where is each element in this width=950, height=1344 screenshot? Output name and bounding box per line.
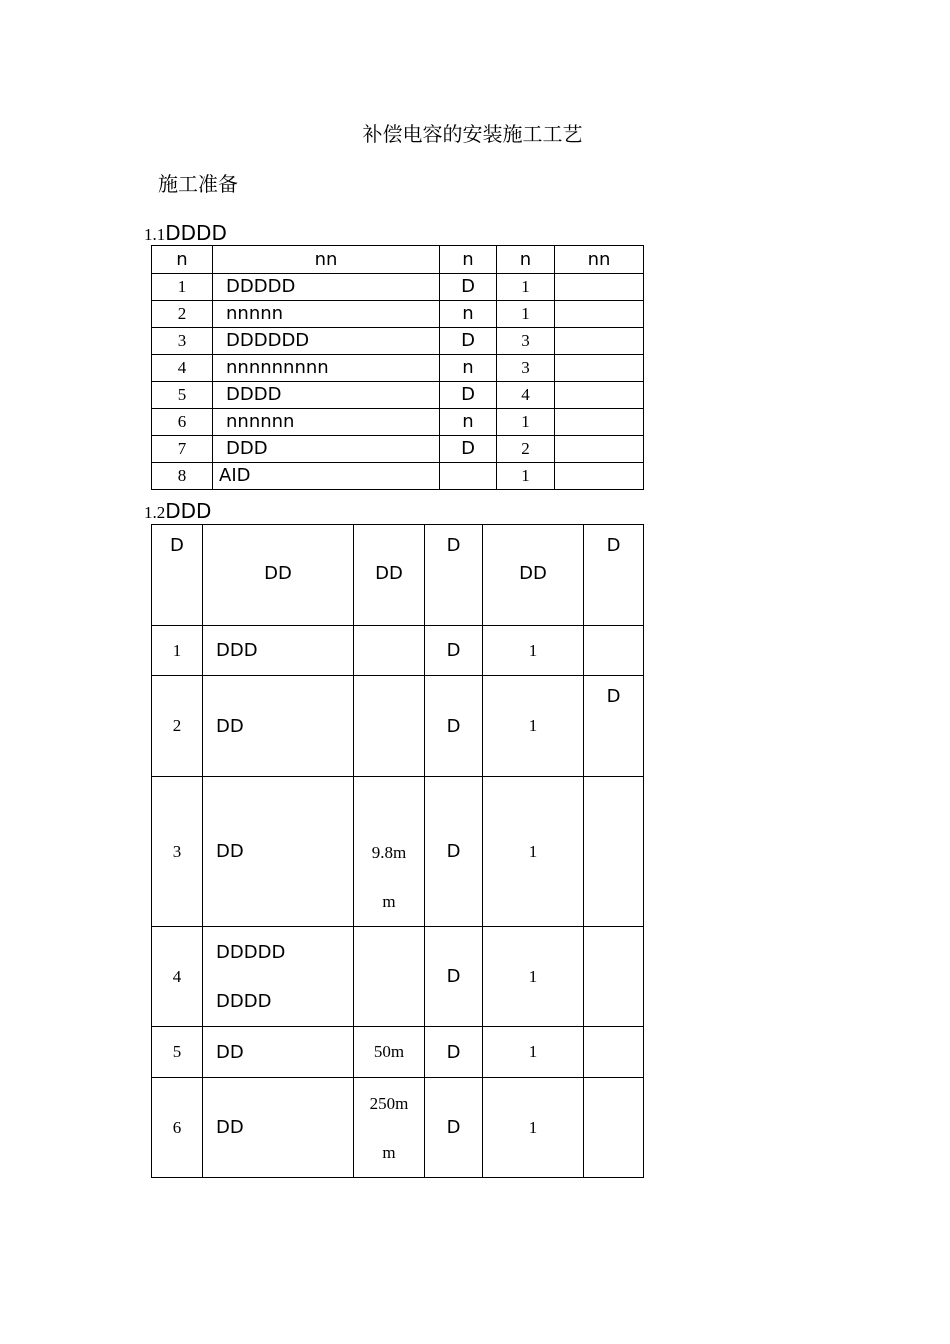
item-note xyxy=(555,274,644,301)
item-note xyxy=(584,1027,644,1078)
item-qty: 3 xyxy=(497,355,555,382)
item-qty: 1 xyxy=(497,409,555,436)
table-row xyxy=(152,436,644,463)
table-row xyxy=(152,927,644,1027)
item-name: DD xyxy=(203,777,354,927)
table-row xyxy=(152,676,644,777)
item-qty: 1 xyxy=(483,777,584,927)
item-note xyxy=(555,436,644,463)
item-spec xyxy=(354,676,425,777)
header-cell: nn xyxy=(213,246,440,274)
item-unit: D xyxy=(425,777,483,927)
table-header-row xyxy=(152,246,644,274)
table-row xyxy=(152,1078,644,1178)
section-heading: 施工准备 xyxy=(158,172,238,196)
item-unit: D xyxy=(440,328,497,355)
item-note: D xyxy=(584,676,644,777)
item-spec-line-1: 9.8m xyxy=(371,843,407,862)
header-cell: D xyxy=(152,525,203,626)
item-note xyxy=(555,301,644,328)
item-name: DD xyxy=(203,1027,354,1078)
item-unit: D xyxy=(440,274,497,301)
item-spec-line-1: 250m xyxy=(369,1093,409,1113)
materials-table xyxy=(151,524,644,1178)
item-unit: n xyxy=(440,301,497,328)
row-number: 3 xyxy=(152,777,203,927)
item-unit: D xyxy=(425,927,483,1027)
item-name: nnnnnnnnn xyxy=(213,355,440,382)
item-qty: 1 xyxy=(483,626,584,676)
header-cell: D xyxy=(584,525,644,626)
item-qty: 1 xyxy=(483,927,584,1027)
item-spec: 50m xyxy=(354,1027,425,1078)
subsection-title: DDD xyxy=(165,499,212,523)
row-number: 6 xyxy=(152,1078,203,1178)
item-spec xyxy=(354,1078,425,1178)
table-row xyxy=(152,463,644,490)
tools-table xyxy=(151,245,644,490)
item-name: DD xyxy=(203,676,354,777)
item-spec xyxy=(354,927,425,1027)
item-name: DDDDDD xyxy=(213,328,440,355)
item-name: DD xyxy=(203,1078,354,1178)
item-spec-line-2: m xyxy=(382,1142,396,1162)
header-cell: n xyxy=(152,246,213,274)
item-qty: 1 xyxy=(497,463,555,490)
subsection-title: DDDD xyxy=(165,221,227,245)
row-number: 6 xyxy=(152,409,213,436)
header-cell: n xyxy=(497,246,555,274)
item-qty: 3 xyxy=(497,328,555,355)
item-qty: 2 xyxy=(497,436,555,463)
row-number: 2 xyxy=(152,676,203,777)
header-cell: DD xyxy=(354,525,425,626)
item-name: DDD xyxy=(203,626,354,676)
item-unit: D xyxy=(425,626,483,676)
item-unit: n xyxy=(440,355,497,382)
item-qty: 1 xyxy=(483,676,584,777)
item-qty: 1 xyxy=(483,1027,584,1078)
header-cell: DD xyxy=(483,525,584,626)
row-number: 7 xyxy=(152,436,213,463)
header-cell: D xyxy=(425,525,483,626)
item-unit: D xyxy=(425,1078,483,1178)
table-row xyxy=(152,382,644,409)
item-note xyxy=(555,463,644,490)
subsection-heading-1-2 xyxy=(144,499,211,525)
row-number: 4 xyxy=(152,355,213,382)
item-name-line-2: DDDD xyxy=(216,990,272,1012)
header-cell: nn xyxy=(555,246,644,274)
table-row xyxy=(152,274,644,301)
item-unit: n xyxy=(440,409,497,436)
subsection-heading-1-1 xyxy=(144,221,227,247)
item-name: nnnnn xyxy=(213,301,440,328)
item-name: nnnnnn xyxy=(213,409,440,436)
header-cell: n xyxy=(440,246,497,274)
item-note xyxy=(555,409,644,436)
item-note xyxy=(555,382,644,409)
item-note xyxy=(584,927,644,1027)
item-spec xyxy=(354,777,425,927)
item-name: DDDDD xyxy=(213,274,440,301)
item-name: DDDD xyxy=(213,382,440,409)
item-spec xyxy=(354,626,425,676)
item-unit: D xyxy=(440,436,497,463)
item-note xyxy=(555,328,644,355)
table-row xyxy=(152,409,644,436)
table-row xyxy=(152,328,644,355)
page-title: 补偿电容的安装施工工艺 xyxy=(362,122,583,146)
table-row xyxy=(152,301,644,328)
row-number: 8 xyxy=(152,463,213,490)
table-row xyxy=(152,1027,644,1078)
row-number: 5 xyxy=(152,1027,203,1078)
item-name xyxy=(203,927,354,1027)
item-name: DDD xyxy=(213,436,440,463)
subsection-number: 1.1 xyxy=(144,225,166,244)
item-name-line-1: DDDDD xyxy=(216,941,286,963)
item-qty: 1 xyxy=(497,301,555,328)
table-header-row xyxy=(152,525,644,626)
row-number: 2 xyxy=(152,301,213,328)
item-unit: D xyxy=(425,1027,483,1078)
item-qty: 1 xyxy=(483,1078,584,1178)
item-unit: D xyxy=(440,382,497,409)
row-number: 4 xyxy=(152,927,203,1027)
item-unit: D xyxy=(425,676,483,777)
row-number: 3 xyxy=(152,328,213,355)
item-spec-line-2: m xyxy=(382,892,396,911)
header-cell: DD xyxy=(203,525,354,626)
row-number: 1 xyxy=(152,626,203,676)
item-note xyxy=(584,777,644,927)
item-unit xyxy=(440,463,497,490)
item-qty: 1 xyxy=(497,274,555,301)
subsection-number: 1.2 xyxy=(144,503,166,522)
item-note xyxy=(555,355,644,382)
item-qty: 4 xyxy=(497,382,555,409)
row-number: 1 xyxy=(152,274,213,301)
table-row xyxy=(152,626,644,676)
item-name: AID xyxy=(213,463,440,490)
item-note xyxy=(584,626,644,676)
table-row xyxy=(152,355,644,382)
table-row xyxy=(152,777,644,927)
row-number: 5 xyxy=(152,382,213,409)
item-note xyxy=(584,1078,644,1178)
